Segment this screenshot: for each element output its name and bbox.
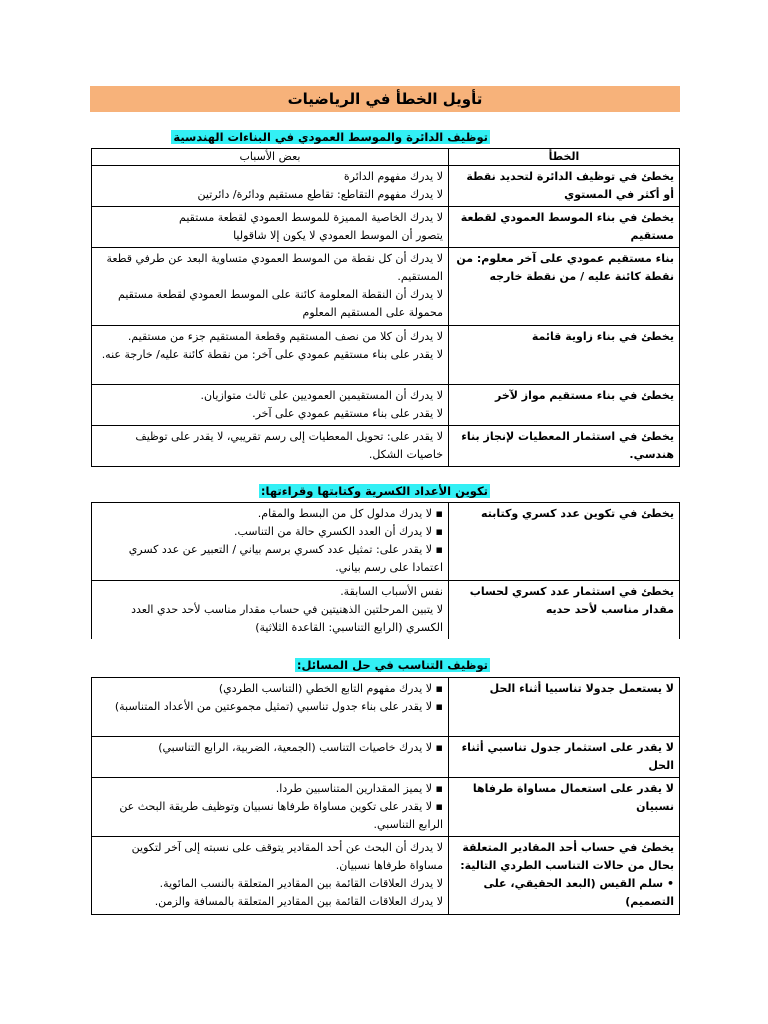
cause-text: لا يدرك العلاقات القائمة بين المقادير المتعلقة بالمسافة والزمن.: [154, 895, 443, 908]
cause-text: لا يدرك أن البحث عن أحد المقادير يتوقف على نسبته إلى آخر لتكوين مساواة طرفاها نسبيان.: [131, 841, 443, 872]
table-row: [92, 385, 680, 426]
causes-cell: [92, 678, 449, 737]
causes-cell: [92, 385, 449, 426]
cause-text: يتصور أن الموسط العمودي لا يكون إلا شاقوليا: [233, 229, 443, 242]
cause-text: ▪ لا يقدر على تكوين مساواة طرفاها نسبيان وتوظيف طريقة البحث عن الرابع التناسبي.: [97, 798, 443, 834]
section-heading-1: توظيف الدائرة والموسط العمودي في البناءات الهندسية: [173, 130, 488, 144]
causes-cell: [92, 207, 449, 248]
cause-text: لا يقدر على بناء مستقيم عمودي على آخر: من نقطة كائنة عليه/ خارجة عنه.: [101, 348, 443, 361]
causes-cell: [92, 778, 449, 837]
table-section-1: [91, 148, 680, 467]
table-row: [92, 778, 680, 837]
table-row: [92, 581, 680, 640]
cause-text: لا يدرك أن النقطة المعلومة كائنة على الموسط العمودي لقطعة مستقيم محمولة على المستقيم المعلوم: [118, 288, 443, 319]
cause-text: لا يدرك أن المستقيمين العموديين على ثالث متوازيان.: [200, 389, 443, 402]
table-section-2: [91, 502, 680, 639]
causes-cell: [92, 503, 449, 581]
cause-text: لا يدرك العلاقات القائمة بين المقادير المتعلقة بالنسب المائوية.: [159, 877, 443, 890]
error-cell: لا يقدر على استعمال مساواة طرفاها نسبيان: [449, 778, 680, 837]
column-header-error: الخطأ: [449, 149, 680, 166]
table-row: [92, 678, 680, 737]
error-cell: [449, 837, 680, 915]
page-title: تأويل الخطأ في الرياضيات: [90, 86, 680, 112]
error-cell: يخطئ في استثمار المعطيات لإنجاز بناء هندسي.: [449, 426, 680, 467]
cause-text: لا يدرك أن كل نقطة من الموسط العمودي متساوية البعد عن طرفي قطعة المستقيم.: [106, 252, 443, 283]
table-row: [92, 326, 680, 385]
error-cell: لا يستعمل جدولا تناسبيا أثناء الحل: [449, 678, 680, 737]
cause-text: ▪ لا يقدر على بناء جدول تناسبي (تمثيل مجموعتين من الأعداد المتناسبة): [97, 698, 443, 716]
cause-text: ▪ لا يدرك خاصيات التناسب (الجمعية، الضربية، الرابع التناسبي): [97, 739, 443, 757]
causes-cell: [92, 581, 449, 640]
section-heading-2: تكوين الأعداد الكسرية وكتابتها وقراءتها:: [260, 484, 488, 498]
error-cell: بناء مستقيم عمودي على آخر معلوم: من نقطة كائنة عليه / من نقطة خارجه: [449, 248, 680, 326]
cause-text: لا يدرك أن كلا من نصف المستقيم وقطعة المستقيم جزء من مستقيم.: [127, 330, 443, 343]
table-row: [92, 166, 680, 207]
table-section-3: [91, 677, 680, 915]
error-cell: يخطئ في بناء مستقيم مواز لآخر: [449, 385, 680, 426]
cause-text: لا يدرك مفهوم التقاطع: تقاطع مستقيم ودائرة/ دائرتين: [197, 188, 443, 201]
table-row: [92, 503, 680, 581]
table-row: [92, 207, 680, 248]
causes-cell: [92, 426, 449, 467]
cause-text: لا يقدر على بناء مستقيم عمودي على آخر.: [252, 407, 443, 420]
cause-text: ▪ لا يميز المقدارين المتناسبين طردا.: [97, 780, 443, 798]
error-cell: يخطئ في بناء الموسط العمودي لقطعة مستقيم: [449, 207, 680, 248]
cause-text: لا يدرك مفهوم الدائرة: [343, 170, 443, 183]
cause-text: لا يدرك الخاصية المميزة للموسط العمودي لقطعة مستقيم: [179, 211, 443, 224]
cause-text: لا يتبين المرحلتين الذهنيتين في حساب مقدار مناسب لأحد حدي العدد الكسري (الرابع التناسبي: القاعدة الثلاثية): [131, 603, 443, 634]
causes-cell: [92, 166, 449, 207]
column-header-causes: بعض الأسباب: [92, 149, 449, 166]
causes-cell: [92, 326, 449, 385]
section-heading-3: توظيف التناسب في حل المسائل:: [296, 658, 488, 672]
error-cell: يخطئ في توظيف الدائرة لتحديد نقطة أو أكثر في المستوي: [449, 166, 680, 207]
cause-text: لا يقدر على: تحويل المعطيات إلى رسم تقريبي، لا يقدر على توظيف خاصيات الشكل.: [135, 430, 443, 461]
table-row: [92, 737, 680, 778]
error-cell: يخطئ في استثمار عدد كسري لحساب مقدار مناسب لأحد حديه: [449, 581, 680, 640]
error-cell: لا يقدر على استثمار جدول تناسبي أثناء الحل: [449, 737, 680, 778]
cause-text: نفس الأسباب السابقة.: [340, 585, 443, 598]
error-bullet-text: • سلم القيس (البعد الحقيقي، على التصميم): [454, 875, 674, 911]
table-row: [92, 837, 680, 915]
causes-cell: [92, 737, 449, 778]
cause-text: ▪ لا يدرك مفهوم التابع الخطي (التناسب الطردي): [97, 680, 443, 698]
table-row: [92, 426, 680, 467]
causes-cell: [92, 837, 449, 915]
error-cell: يخطئ في تكوين عدد كسري وكتابته: [449, 503, 680, 581]
cause-text: ▪ لا يدرك أن العدد الكسري حالة من التناسب.: [97, 523, 443, 541]
cause-text: ▪ لا يدرك مدلول كل من البسط والمقام.: [97, 505, 443, 523]
cause-text: ▪ لا يقدر على: تمثيل عدد كسري برسم بياني / التعبير عن عدد كسري اعتمادا على رسم بياني.: [97, 541, 443, 577]
error-cell: يخطئ في بناء زاوية قائمة: [449, 326, 680, 385]
error-text: يخطئ في حساب أحد المقادير المتعلقة بحال من حالات التناسب الطردي التالية:: [460, 841, 674, 872]
table-row: [92, 248, 680, 326]
causes-cell: [92, 248, 449, 326]
